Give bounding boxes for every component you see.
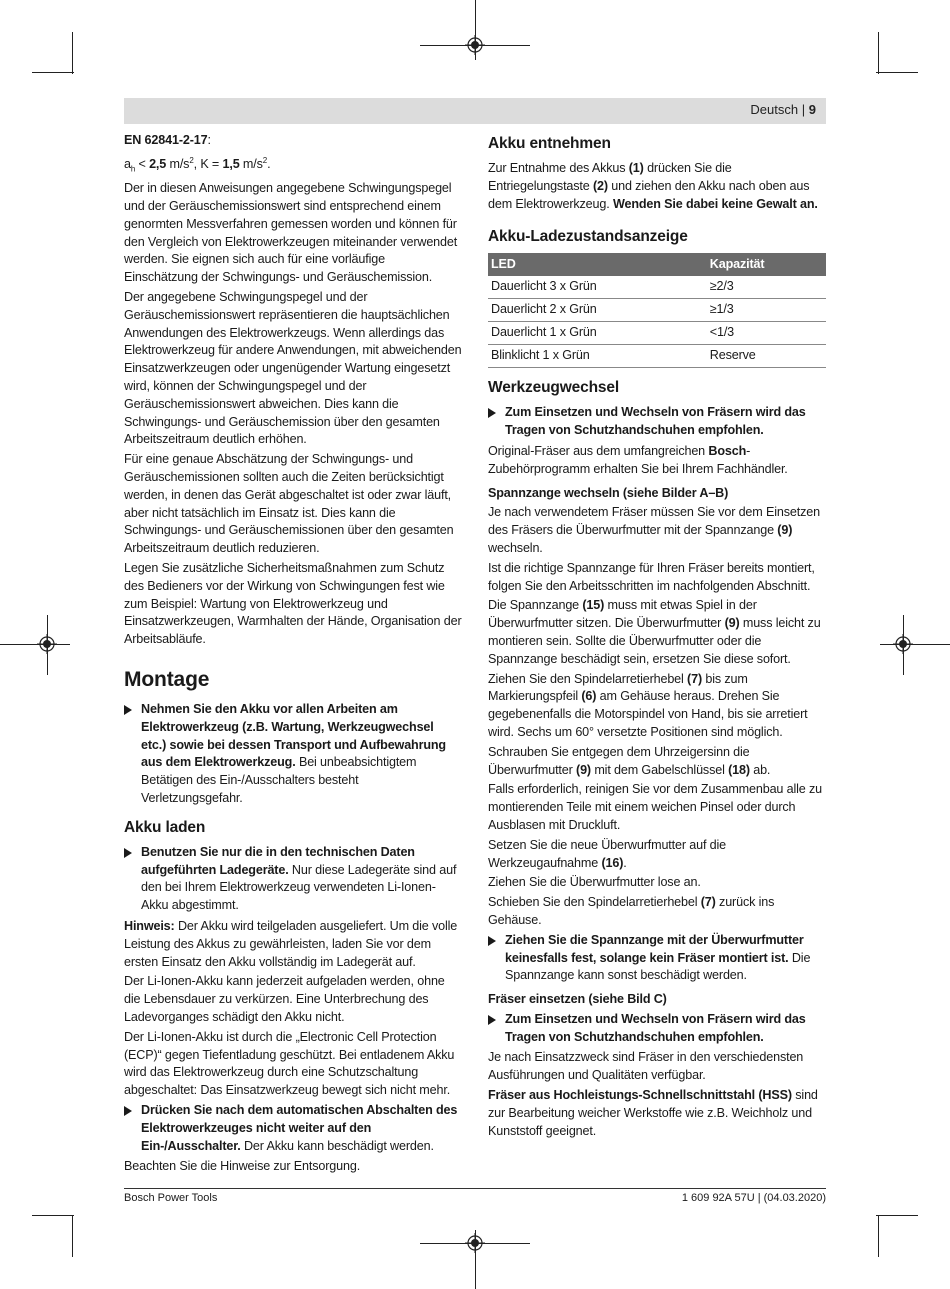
paragraph: Ist die richtige Spannzange für Ihren Fräser bereits montiert, folgen Sie den Arbeitsschritten im nachfolgenden Abschnitt. [488,560,815,593]
paragraph: Beachten Sie die Hinweise zur Entsorgung. [124,1159,361,1174]
paragraph: Der angegebene Schwingungspegel und der Geräuschemissionswert repräsentieren die hauptsächlichen Anwendungen des Elektrowerkzeugs. Wenn allerdings das Elektrowerkzeug für andere Anwendungen, mit abweichenden Einsatzwerkzeugen oder ungenügender Wartung eingesetzt wird, können der Schwingungspegel und der Geräuschemissionswert abweichen. Dies kann die Schwingungs- und Geräuschemission über den gesamten Arbeitszeitraum deutlich erhöhen. [124,290,462,447]
page-number: 9 [808,102,816,117]
left-column [124,132,462,1178]
paragraph: Für eine genaue Abschätzung der Schwingungs- und Geräuschemissionen sollten auch die Zeiten berücksichtigt werden, in denen das Gerät abgeschaltet ist oder zwar läuft, aber nicht tatsächlich im Einsatz ist. Dies kann die Schwingungs- und Geräuschemissionen über den gesamten Arbeitszeitraum deutlich reduzieren. [124,452,454,556]
paragraph: Der Li-Ionen-Akku kann jederzeit aufgeladen werden, ohne die Lebensdauer zu verkürzen. Eine Unterbrechung des Ladevorganges schädigt den Akku nicht. [124,974,445,1024]
table-row [488,345,826,368]
paragraph: Original-Fräser aus dem umfangreichen Bosch-Zubehörprogramm erhalten Sie bei Ihrem Fachhändler. [488,443,788,476]
triangle-bullet-icon [124,848,132,858]
table-cell: ≥1/3 [706,299,826,322]
registration-mark-icon [465,1233,485,1253]
table-cell: Blinklicht 1 x Grün [488,345,706,368]
subheading-fraeser-einsetzen: Fräser einsetzen (siehe Bild C) [488,992,667,1007]
crop-mark [32,72,74,73]
footer-divider [124,1188,826,1189]
table-header-row [488,253,826,276]
table-header-led: LED [488,253,706,276]
table-cell: <1/3 [706,322,826,345]
table-cell: Dauerlicht 2 x Grün [488,299,706,322]
right-column [488,134,826,1142]
crop-mark [32,1215,74,1216]
paragraph: Legen Sie zusätzliche Sicherheitsmaßnahmen zum Schutz des Bedieners vor der Wirkung von Schwingungen fest wie zum Beispiel: Wartung von Elektrowerkzeug und Einsatzwerkzeugen, Warmhalten der Hände, Organisation der Arbeitsabläufe. [124,561,462,647]
paragraph: Je nach verwendetem Fräser müssen Sie vor dem Einsetzen des Fräsers die Überwurfmutter mit der Spannzange (9) wechseln. [488,505,820,555]
triangle-bullet-icon [488,408,496,418]
bullet-item: Zum Einsetzen und Wechseln von Fräsern wird das Tragen von Schutzhandschuhen empfohlen. [488,1011,826,1047]
page-header [124,98,826,124]
header-separator: | [801,102,806,117]
paragraph: Fräser aus Hochleistungs-Schnellschnittstahl (HSS) sind zur Bearbeitung weicher Werkstoffe wie z.B. Weichholz und Kunststoff geeignet. [488,1088,818,1138]
section-heading-ladezustand: Akku-Ladezustandsanzeige [488,228,688,246]
paragraph: Der in diesen Anweisungen angegebene Schwingungspegel und der Geräuschemissionswert sind entsprechend einem genormten Messverfahren gemessen worden und können für den Vergleich von Elektrowerkzeugen miteinander verwendet werden. Sie eignen sich auch für eine vorläufige Einschätzung der Schwingungs- und Geräuschemission. [124,181,458,285]
paragraph: Der Li-Ionen-Akku ist durch die „Electronic Cell Protection (ECP)“ gegen Tiefentladung geschützt. Bei entladenem Akku wird das Elektrowerkzeug durch eine Schutzschaltung abgeschaltet: Das Einsatzwerkzeug bewegt sich nicht mehr. [124,1029,455,1098]
triangle-bullet-icon [124,1106,132,1116]
table-row [488,299,826,322]
subheading-spannzange: Spannzange wechseln (siehe Bilder A–B) [488,485,729,500]
paragraph: Ziehen Sie die Überwurfmutter lose an. [488,875,701,890]
paragraph: Schieben Sie den Spindelarretierhebel (7) zurück ins Gehäuse. [488,895,775,927]
crop-mark [72,1215,73,1257]
section-heading-werkzeugwechsel: Werkzeugwechsel [488,379,619,397]
section-heading-montage: Montage [124,668,210,692]
bullet-item: Ziehen Sie die Spannzange mit der Überwurfmutter keinesfalls fest, solange kein Fräser montiert ist. Die Spannzange kann sonst beschädigt werden. [488,932,826,985]
crop-mark [876,1215,918,1216]
table-header-capacity: Kapazität [706,253,826,276]
section-heading-akku-entnehmen: Akku entnehmen [488,135,611,152]
standard-title: EN 62841-2-17: [124,133,211,147]
crop-mark [878,32,879,74]
paragraph: Ziehen Sie den Spindelarretierhebel (7) bis zum Markierungspfeil (6) am Gehäuse heraus. Drehen Sie gegebenenfalls die Motorspindel von Hand, bis sie arretiert wird. Sechs um 60° versetzte Positionen sind möglich. [488,671,808,739]
table-cell: ≥2/3 [706,276,826,299]
bullet-item: Drücken Sie nach dem automatischen Abschalten des Elektrowerkzeuges nicht weiter auf den Ein-/Ausschalter. Der Akku kann beschädigt werden. [124,1102,462,1155]
section-heading-akku-laden: Akku laden [124,818,206,836]
crop-mark [880,644,950,645]
header-language: Deutsch [750,102,799,117]
footer-publisher: Bosch Power Tools [124,1192,218,1204]
note-paragraph: Hinweis: Der Akku wird teilgeladen ausgeliefert. Um die volle Leistung des Akkus zu gewährleisten, laden Sie vor dem ersten Einsatz den Akku vollständig im Ladegerät auf. [124,918,458,969]
bullet-item: Zum Einsetzen und Wechseln von Fräsern wird das Tragen von Schutzhandschuhen empfohlen. [488,404,826,440]
registration-mark-icon [465,35,485,55]
table-row [488,276,826,299]
paragraph: Schrauben Sie entgegen dem Uhrzeigersinn die Überwurfmutter (9) mit dem Gabelschlüssel (18) ab. [488,744,771,777]
triangle-bullet-icon [488,1015,496,1025]
table-cell: Dauerlicht 1 x Grün [488,322,706,345]
crop-mark [72,32,73,74]
charge-status-table [488,253,826,368]
vibration-values: $a_h < 2,5$ $m/s^2$, K = 1,5 $m/s^2$. [124,155,271,174]
footer-doc-id: 1 609 92A 57U | (04.03.2020) [681,1192,826,1204]
registration-mark-icon [37,634,57,654]
crop-mark [0,644,70,645]
table-row [488,322,826,345]
triangle-bullet-icon [488,936,496,946]
header-text [750,102,816,117]
paragraph: Falls erforderlich, reinigen Sie vor dem Zusammenbau alle zu montierenden Teile mit einem weichen Pinsel oder durch Ausblasen mit Druckluft. [488,782,822,832]
paragraph: Die Spannzange (15) muss mit etwas Spiel in der Überwurfmutter sitzen. Die Überwurfmutter (9) muss leicht zu montieren sein. Sollte die Überwurfmutter oder die Spannzange beschädigt sein, ersetzen Sie diese sofort. [488,598,821,666]
crop-mark [876,72,918,73]
triangle-bullet-icon [124,705,132,715]
table-cell: Reserve [706,345,826,368]
bullet-item: Nehmen Sie den Akku vor allen Arbeiten am Elektrowerkzeug (z.B. Wartung, Werkzeugwechsel etc.) sowie bei dessen Transport und Aufbewahrung aus dem Elektrowerkzeug. Bei unbeabsichtigtem Betätigen des Ein-/Ausschalters besteht Verletzungsgefahr. [124,701,462,808]
paragraph: Je nach Einsatzzweck sind Fräser in den verschiedensten Ausführungen und Qualitäten verfügbar. [488,1050,804,1083]
paragraph: Zur Entnahme des Akkus (1) drücken Sie die Entriegelungstaste (2) und ziehen den Akku nach oben aus dem Elektrowerkzeug. Wenden Sie dabei keine Gewalt an. [488,161,818,211]
table-cell: Dauerlicht 3 x Grün [488,276,706,299]
paragraph: Setzen Sie die neue Überwurfmutter auf die Werkzeugaufnahme (16). [488,837,727,870]
crop-mark [878,1215,879,1257]
registration-mark-icon [893,634,913,654]
bullet-item: Benutzen Sie nur die in den technischen Daten aufgeführten Ladegeräte. Nur diese Ladegeräte sind auf den bei Ihrem Elektrowerkzeug verwendeten Li-Ionen-Akku abgestimmt. [124,844,462,915]
